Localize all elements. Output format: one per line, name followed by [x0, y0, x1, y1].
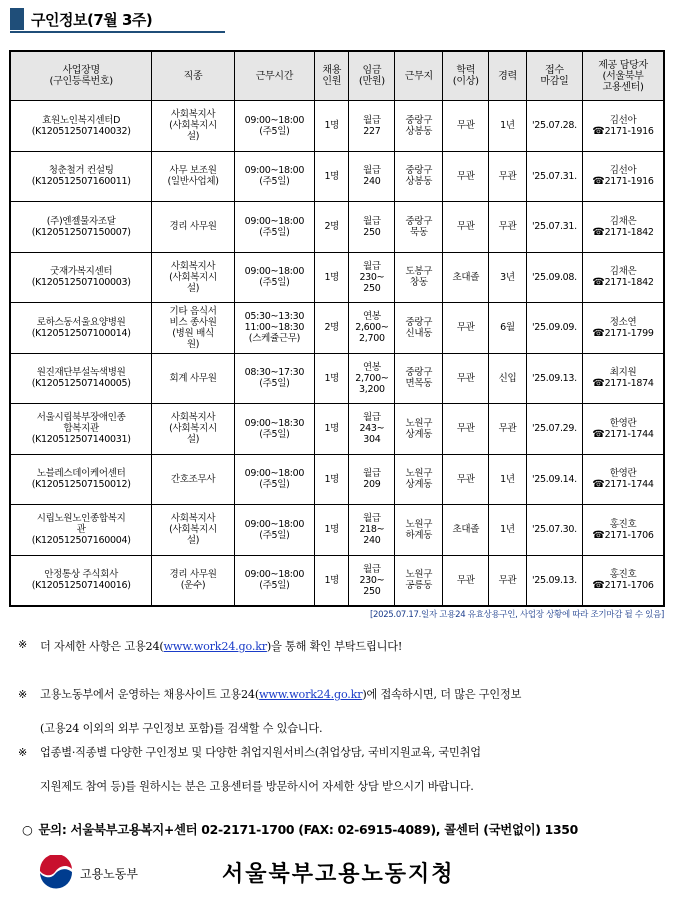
cell-hours: 09:00~18:00 (주5일)	[234, 505, 314, 556]
cell-location: 노원구 공릉동	[395, 555, 443, 606]
phone-number: 2171-1744	[604, 428, 654, 440]
cell-job: 사회복지사 (사회복지시 설)	[152, 101, 234, 152]
manager-phone	[584, 429, 662, 440]
cell-hours: 09:00~18:00 (주5일)	[234, 555, 314, 606]
cell-manager	[583, 555, 664, 606]
cell-job: 회계 사무원	[152, 353, 234, 404]
cell-edu: 초대졸	[443, 505, 489, 556]
cell-location: 중랑구 면목동	[395, 353, 443, 404]
cell-deadline: '25.09.13.	[526, 555, 582, 606]
cell-count: 2명	[315, 303, 349, 354]
cell-count: 1명	[315, 454, 349, 505]
table-row	[10, 404, 664, 455]
table-row	[10, 202, 664, 253]
cell-hours: 09:00~18:00 (주5일)	[234, 252, 314, 303]
cell-career: 1년	[489, 101, 527, 152]
work24-link[interactable]: www.work24.go.kr	[163, 640, 267, 653]
cell-location: 중랑구 상봉동	[395, 151, 443, 202]
contact-info	[22, 820, 578, 838]
manager-phone	[584, 176, 662, 187]
cell-wage: 월급 230~ 250	[349, 252, 395, 303]
column-header: 채용 인원	[315, 51, 349, 101]
manager-name: 한영란	[609, 468, 637, 480]
table-row	[10, 555, 664, 606]
cell-career: 무관	[489, 151, 527, 202]
contact-text: 문의: 서울북부고용복지+센터 02-2171-1700 (FAX: 02-6915-4089), 콜센터 (국번없이) 1350	[38, 822, 578, 837]
column-header: 근무지	[395, 51, 443, 101]
cell-job: 사회복지사 (사회복지시 설)	[152, 505, 234, 556]
ministry-logo-icon	[38, 855, 74, 891]
cell-manager	[583, 303, 664, 354]
cell-manager	[583, 151, 664, 202]
cell-edu: 초대졸	[443, 252, 489, 303]
phone-number: 2171-1706	[604, 529, 654, 541]
title-accent-bar	[10, 8, 24, 30]
manager-phone	[584, 530, 662, 541]
cell-deadline: '25.07.28.	[526, 101, 582, 152]
manager-name: 정소연	[609, 316, 637, 328]
cell-wage: 월급 243~ 304	[349, 404, 395, 455]
cell-career: 무관	[489, 555, 527, 606]
column-header: 직종	[152, 51, 234, 101]
phone-icon: ☎	[592, 378, 605, 390]
cell-location: 노원구 상계동	[395, 404, 443, 455]
manager-phone	[584, 580, 662, 591]
cell-manager	[583, 101, 664, 152]
phone-number: 2171-1842	[604, 226, 654, 238]
cell-company: 안정통상 주식회사 (K120512507140016)	[10, 555, 152, 606]
cell-deadline: '25.07.30.	[526, 505, 582, 556]
table-row	[10, 303, 664, 354]
manager-phone	[584, 328, 662, 339]
column-header: 근무시간	[234, 51, 314, 101]
column-header: 제공 담당자 (서울북부 고용센터)	[583, 51, 664, 101]
table-footnote: [2025.07.17.일자 고용24 유효상용구인, 사업장 상황에 따라 조기마감 될 수 있음]	[369, 610, 664, 620]
cell-manager	[583, 404, 664, 455]
table-row	[10, 101, 664, 152]
cell-hours: 08:30~17:30 (주5일)	[234, 353, 314, 404]
manager-phone	[584, 378, 662, 389]
cell-count: 1명	[315, 252, 349, 303]
cell-deadline: '25.07.29.	[526, 404, 582, 455]
manager-name: 최지원	[609, 367, 637, 379]
cell-career: 6월	[489, 303, 527, 354]
note-3	[18, 736, 481, 804]
cell-edu: 무관	[443, 101, 489, 152]
manager-name: 홍진호	[609, 518, 637, 530]
ministry-logo-text: 고용노동부	[80, 867, 138, 881]
cell-career: 3년	[489, 252, 527, 303]
cell-company: (주)엔젤물자조달 (K120512507150007)	[10, 202, 152, 253]
cell-count: 2명	[315, 202, 349, 253]
cell-job: 기타 음식서 비스 종사원 (병원 배식 원)	[152, 303, 234, 354]
note-1-text-end: )을 통해 확인 부탁드립니다!	[266, 640, 403, 653]
cell-deadline: '25.09.08.	[526, 252, 582, 303]
phone-icon: ☎	[592, 277, 605, 289]
cell-job: 경리 사무원	[152, 202, 234, 253]
phone-number: 2171-1744	[604, 479, 654, 491]
phone-icon: ☎	[592, 479, 605, 491]
cell-company: 시립노원노인종합복지 관 (K120512507160004)	[10, 505, 152, 556]
phone-number: 2171-1842	[604, 277, 654, 289]
cell-company: 로하스동서울요양병원 (K120512507100014)	[10, 303, 152, 354]
table-row	[10, 252, 664, 303]
cell-company: 서울시립북부장애인종 합복지관 (K120512507140031)	[10, 404, 152, 455]
phone-icon: ☎	[592, 226, 605, 238]
cell-deadline: '25.07.31.	[526, 202, 582, 253]
title-underline	[10, 31, 225, 33]
table-row	[10, 505, 664, 556]
note-3-line-2: 지원제도 참여 등)를 원하시는 분은 고용센터를 방문하시어 자세한 상담 받으시기 바랍니다.	[40, 780, 474, 793]
note-mark: ※	[18, 638, 28, 651]
cell-edu: 무관	[443, 353, 489, 404]
table-row	[10, 151, 664, 202]
phone-number: 2171-1916	[604, 176, 654, 188]
cell-job: 사회복지사 (사회복지시 설)	[152, 252, 234, 303]
column-header: 경력	[489, 51, 527, 101]
cell-company: 노블레스데이케어센터 (K120512507150012)	[10, 454, 152, 505]
manager-phone	[584, 479, 662, 490]
work24-link[interactable]: www.work24.go.kr	[259, 688, 363, 701]
cell-location: 노원구 하계동	[395, 505, 443, 556]
cell-wage: 월급 250	[349, 202, 395, 253]
note-3-line-1: 업종별·직종별 다양한 구인정보 및 다양한 취업지원서비스(취업상담, 국비지원교육, 국민취업	[40, 746, 481, 759]
cell-wage: 연봉 2,700~ 3,200	[349, 353, 395, 404]
cell-career: 무관	[489, 202, 527, 253]
cell-deadline: '25.09.14.	[526, 454, 582, 505]
phone-number: 2171-1874	[604, 378, 654, 390]
manager-name: 김선아	[609, 165, 637, 177]
page-title: 구인정보(7월 3주)	[31, 11, 153, 29]
cell-location: 노원구 상계동	[395, 454, 443, 505]
cell-wage: 월급 218~ 240	[349, 505, 395, 556]
agency-name: 서울북부고용노동지청	[222, 862, 455, 887]
cell-count: 1명	[315, 353, 349, 404]
cell-manager	[583, 202, 664, 253]
cell-wage: 월급 227	[349, 101, 395, 152]
cell-hours: 09:00~18:30 (주5일)	[234, 404, 314, 455]
cell-company: 굿재가복지센터 (K120512507100003)	[10, 252, 152, 303]
note-1-text: 더 자세한 사항은 고용24(	[40, 640, 164, 653]
manager-name: 김채은	[609, 266, 637, 278]
cell-company: 효원노인복지센터D (K120512507140032)	[10, 101, 152, 152]
note-2-text-end: )에 접속하시면, 더 많은 구인정보	[362, 688, 522, 701]
cell-hours: 09:00~18:00 (주5일)	[234, 151, 314, 202]
note-2-line-2: (고용24 이외의 외부 구인정보 포함)를 검색할 수 있습니다.	[40, 722, 323, 735]
phone-icon: ☎	[592, 529, 605, 541]
cell-edu: 무관	[443, 303, 489, 354]
cell-manager	[583, 505, 664, 556]
cell-job: 간호조무사	[152, 454, 234, 505]
column-header: 임금 (만원)	[349, 51, 395, 101]
table-body	[10, 101, 664, 607]
cell-hours: 09:00~18:00 (주5일)	[234, 202, 314, 253]
note-mark: ※	[18, 688, 28, 701]
cell-count: 1명	[315, 404, 349, 455]
cell-location: 도봉구 창동	[395, 252, 443, 303]
table-row	[10, 353, 664, 404]
manager-phone	[584, 277, 662, 288]
manager-phone	[584, 227, 662, 238]
cell-count: 1명	[315, 101, 349, 152]
cell-wage: 월급 240	[349, 151, 395, 202]
phone-icon: ☎	[592, 327, 605, 339]
section-title	[10, 8, 225, 30]
manager-name: 김선아	[609, 114, 637, 126]
manager-phone	[584, 126, 662, 137]
cell-career: 신입	[489, 353, 527, 404]
cell-wage: 월급 230~ 250	[349, 555, 395, 606]
phone-number: 2171-1799	[604, 327, 654, 339]
manager-name: 홍진호	[609, 569, 637, 581]
cell-count: 1명	[315, 151, 349, 202]
cell-edu: 무관	[443, 202, 489, 253]
cell-edu: 무관	[443, 454, 489, 505]
cell-hours: 05:30~13:30 11:00~18:30 (스케쥴근무)	[234, 303, 314, 354]
cell-manager	[583, 353, 664, 404]
cell-job: 경리 사무원 (운수)	[152, 555, 234, 606]
cell-edu: 무관	[443, 404, 489, 455]
cell-career: 1년	[489, 454, 527, 505]
phone-number: 2171-1916	[604, 125, 654, 137]
phone-icon: ☎	[592, 428, 605, 440]
cell-edu: 무관	[443, 151, 489, 202]
cell-wage: 월급 209	[349, 454, 395, 505]
circle-bullet-icon: ○	[22, 822, 33, 837]
manager-name: 한영란	[609, 417, 637, 429]
cell-deadline: '25.09.13.	[526, 353, 582, 404]
column-header: 사업장명 (구인등록번호)	[10, 51, 152, 101]
cell-hours: 09:00~18:00 (주5일)	[234, 101, 314, 152]
column-header: 학력 (이상)	[443, 51, 489, 101]
cell-manager	[583, 252, 664, 303]
cell-career: 무관	[489, 404, 527, 455]
cell-manager	[583, 454, 664, 505]
cell-deadline: '25.07.31.	[526, 151, 582, 202]
phone-icon: ☎	[592, 580, 605, 592]
phone-icon: ☎	[592, 176, 605, 188]
manager-name: 김채은	[609, 215, 637, 227]
cell-career: 1년	[489, 505, 527, 556]
cell-company: 청춘철거 컨설팅 (K120512507160011)	[10, 151, 152, 202]
note-mark: ※	[18, 746, 28, 759]
cell-location: 중랑구 묵동	[395, 202, 443, 253]
cell-deadline: '25.09.09.	[526, 303, 582, 354]
cell-wage: 연봉 2,600~ 2,700	[349, 303, 395, 354]
table-header-row	[10, 51, 664, 101]
cell-job: 사무 보조원 (일반사업체)	[152, 151, 234, 202]
cell-company: 원진재단부설녹색병원 (K120512507140005)	[10, 353, 152, 404]
cell-count: 1명	[315, 555, 349, 606]
cell-hours: 09:00~18:00 (주5일)	[234, 454, 314, 505]
cell-job: 사회복지사 (사회복지시 설)	[152, 404, 234, 455]
cell-location: 중랑구 신내동	[395, 303, 443, 354]
note-1	[18, 638, 402, 654]
note-2-text: 고용노동부에서 운영하는 채용사이트 고용24(	[40, 688, 259, 701]
cell-location: 중랑구 상봉동	[395, 101, 443, 152]
cell-edu: 무관	[443, 555, 489, 606]
job-listings-table	[9, 50, 665, 607]
table-row	[10, 454, 664, 505]
phone-number: 2171-1706	[604, 580, 654, 592]
phone-icon: ☎	[592, 125, 605, 137]
column-header: 접수 마감일	[526, 51, 582, 101]
cell-count: 1명	[315, 505, 349, 556]
